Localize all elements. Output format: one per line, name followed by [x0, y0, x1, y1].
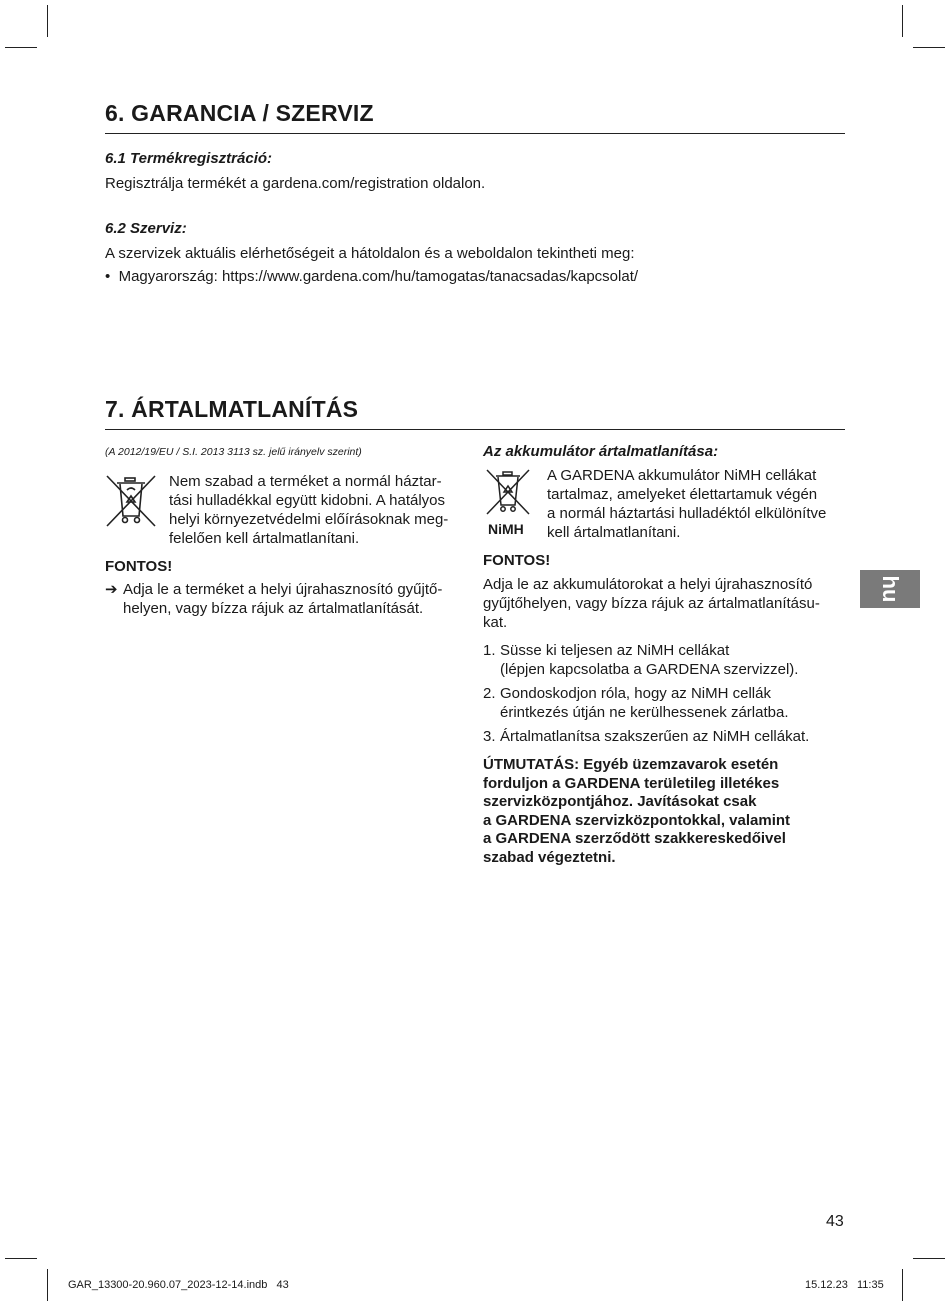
crop-mark — [902, 5, 903, 37]
step-text: Ártalmatlanítsa szakszerűen az NiMH cellákat. — [500, 728, 810, 745]
service-note: ÚTMUTATÁS: Egyéb üzemzavarok esetén forduljon a GARDENA területileg illetékes szervizközpontjához. Javításokat csak a GARDENA szervizközpontokkal, valamint a GARDENA szerződött szakkereskedőivel szabad végeztetni. — [483, 756, 791, 866]
important-label-right: FONTOS! — [483, 552, 551, 569]
page-number: 43 — [826, 1213, 844, 1230]
list-item — [483, 727, 863, 746]
crop-mark — [47, 1269, 48, 1301]
arrow-right-icon: ➔ — [105, 581, 118, 598]
step-number: 3. — [483, 728, 496, 745]
product-disposal-text: Nem szabad a terméket a normál háztar- tási hulladékkal együtt kidobni. A hatályos helyi környezetvédelmi előírásoknak meg- felelően kell ártalmatlanítani. — [169, 473, 449, 547]
crop-mark — [5, 1258, 37, 1259]
step-text: Süsse ki teljesen az NiMH cellákat (lépjen kapcsolatba a GARDENA szervizzel). — [500, 642, 799, 678]
crossed-bin-icon — [485, 468, 531, 516]
arrow-instruction-text: Adja le a terméket a helyi újrahasznosító gyűjtő- helyen, vagy bízza rájuk az ártalmatlanítását. — [123, 581, 443, 617]
footer-timestamp: 15.12.23 11:35 — [805, 1279, 884, 1291]
battery-disposal-heading: Az akkumulátor ártalmatlanítása: — [483, 443, 719, 460]
nimh-label: NiMH — [488, 521, 524, 537]
registration-text: Regisztrálja termékét a gardena.com/registration oldalon. — [105, 175, 486, 192]
bullet-icon: • — [105, 268, 119, 285]
crop-mark — [902, 1269, 903, 1301]
battery-disposal-text: A GARDENA akkumulátor NiMH cellákat tartalmaz, amelyeket élettartamuk végén a normál háztartási hulladéktól elkülönítve kell ártalmatlanítani. — [547, 467, 827, 541]
step-text: Gondoskodjon róla, hogy az NiMH cellák érintkezés útján ne kerülhessenek zárlatba. — [500, 685, 789, 721]
language-tab-label: hu — [878, 575, 903, 603]
language-tab — [860, 570, 920, 608]
crop-mark — [913, 47, 945, 48]
section-7-title: 7. ÁRTALMATLANÍTÁS — [105, 396, 845, 430]
section-6-title: 6. GARANCIA / SZERVIZ — [105, 100, 845, 134]
directive-note: (A 2012/19/EU / S.I. 2013 3113 sz. jelű irányelv szerint) — [105, 446, 362, 458]
service-text: A szervizek aktuális elérhetőségeit a hátoldalon és a weboldalon tekintheti meg: — [105, 245, 635, 262]
important-label-left: FONTOS! — [105, 558, 173, 575]
footer-file-info: GAR_13300-20.960.07_2023-12-14.indb 43 — [68, 1279, 289, 1291]
service-bullet-text: Magyarország: https://www.gardena.com/hu/tamogatas/tanacsadas/kapcsolat/ — [118, 268, 639, 285]
list-item — [483, 641, 863, 679]
crossed-bin-icon — [105, 474, 157, 528]
step-number: 1. — [483, 642, 496, 659]
service-heading: 6.2 Szerviz: — [105, 220, 187, 237]
crop-mark — [913, 1258, 945, 1259]
battery-hand-in-text: Adja le az akkumulátorokat a helyi újrahasznosító gyűjtőhelyen, vagy bízza rájuk az ártalmatlanításu- kat. — [483, 576, 820, 631]
registration-heading: 6.1 Termékregisztráció: — [105, 150, 273, 167]
step-number: 2. — [483, 685, 496, 702]
crop-mark — [5, 47, 37, 48]
crop-mark — [47, 5, 48, 37]
service-bullet-item — [105, 267, 638, 286]
list-item — [483, 684, 863, 722]
battery-steps-list — [483, 641, 863, 751]
